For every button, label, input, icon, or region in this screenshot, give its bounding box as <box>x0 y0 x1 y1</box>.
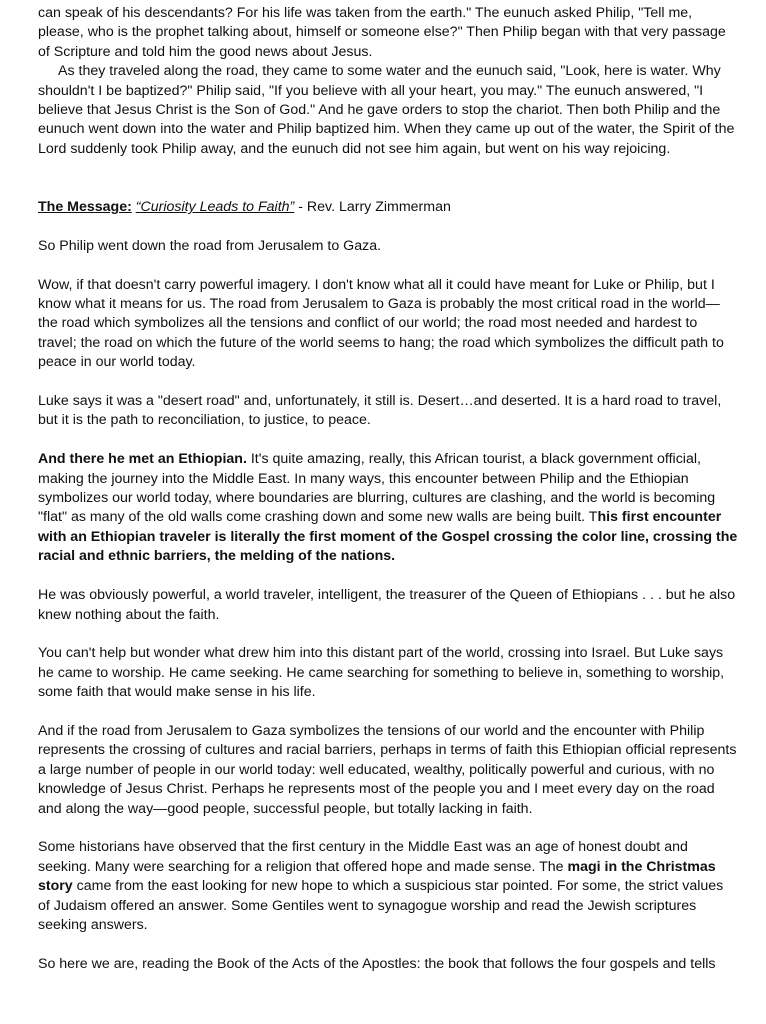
body-paragraph-8-text-1: Some historians have observed that the first century in the Middle East was an age of honest doubt and seeking. Many were searching for a religion that offered hope and made sense. The <box>38 839 688 875</box>
message-heading <box>38 198 738 217</box>
bold-magi: magi in the Christmas story <box>38 858 716 895</box>
body-paragraph-8 <box>38 838 738 935</box>
body-paragraph-4-text: It's quite amazing, really, this African tourist, a black government official, making the journey into the Middle East. In many ways, this encounter between Philip and the Ethiopian symbolizes our world today, where boundaries are blurring, cultures are clashing, and the world is becoming "flat" as many of the old walls come crashing down and some new walls are being built. T <box>38 451 716 526</box>
body-paragraph-9: So here we are, reading the Book of the Acts of the Apostles: the book that follows the four gospels and tells <box>38 955 716 972</box>
message-author: - Rev. Larry Zimmerman <box>294 199 451 216</box>
bold-first-encounter: his first encounter with an Ethiopian traveler is literally the first moment of the Gospel crossing the color line, crossing the racial and ethnic barriers, the melding of the nations. <box>38 509 738 565</box>
body-paragraph-7: And if the road from Jerusalem to Gaza symbolizes the tensions of our world and the encounter with Philip represents the crossing of cultures and racial barriers, perhaps in terms of faith this Ethiopian official represents a large number of people in our world today: well educated, wealthy, politically powerful and curious, with no knowledge of Jesus Christ. Perhaps he represents most of the people you and I meet every day on the road and along the way—good people, successful people, but totally lacking in faith. <box>38 722 737 817</box>
bold-ethiopian: And there he met an Ethiopian. <box>38 451 247 468</box>
body-paragraph-1: So Philip went down the road from Jerusalem to Gaza. <box>38 237 382 254</box>
scripture-paragraph-2: As they traveled along the road, they came to some water and the eunuch said, "Look, here is water. Why shouldn't I be baptized?" Philip said, "If you believe with all your heart, you may." The eunuch answered, "I believe that Jesus Christ is the Son of God." And he gave orders to stop the chariot. Then both Philip and the eunuch went down into the water and Philip baptized him. When they came up out of the water, the Spirit of the Lord suddenly took Philip away, and the eunuch did not see him again, but went on his way rejoicing. <box>38 63 735 157</box>
body-paragraph-6: You can't help but wonder what drew him into this distant part of the world, crossing into Israel. But Luke says he came to worship. He came seeking. He came searching for something to believe in, something to worship, some faith that would make sense in his life. <box>38 645 725 701</box>
body-paragraph-2: Wow, if that doesn't carry powerful imagery. I don't know what all it could have meant for Luke or Philip, but I know what it means for us. The road from Jerusalem to Gaza is probably the most critical road in the world—the road which symbolizes all the tensions and conflict of our world; the road most needed and hardest to travel; the road on which the future of the world seems to hang; the road which symbolizes the difficult path to peace in our world today. <box>38 276 724 371</box>
body-paragraph-8-text-2: came from the east looking for new hope to which a suspicious star pointed. For some, the strict values of Judaism offered an answer. Some Gentiles went to synagogue worship and read the Jewish scriptures seeking answers. <box>38 878 724 933</box>
scripture-paragraph-1: can speak of his descendants? For his life was taken from the earth." The eunuch asked Philip, "Tell me, please, who is the prophet talking about, himself or someone else?" Then Philip began with that very passage of Scripture and told him the good news about Jesus. <box>38 5 726 60</box>
document-page <box>38 4 738 974</box>
message-label: The Message: <box>38 199 132 216</box>
body-paragraph-3: Luke says it was a "desert road" and, unfortunately, it still is. Desert…and deserted. It is a hard road to travel, but it is the path to reconciliation, to justice, to peace. <box>38 393 722 429</box>
message-title: “Curiosity Leads to Faith” <box>135 199 295 216</box>
body-paragraph-4 <box>38 450 738 566</box>
body-paragraph-5: He was obviously powerful, a world traveler, intelligent, the treasurer of the Queen of Ethiopians . . . but he also knew nothing about the faith. <box>38 587 736 623</box>
